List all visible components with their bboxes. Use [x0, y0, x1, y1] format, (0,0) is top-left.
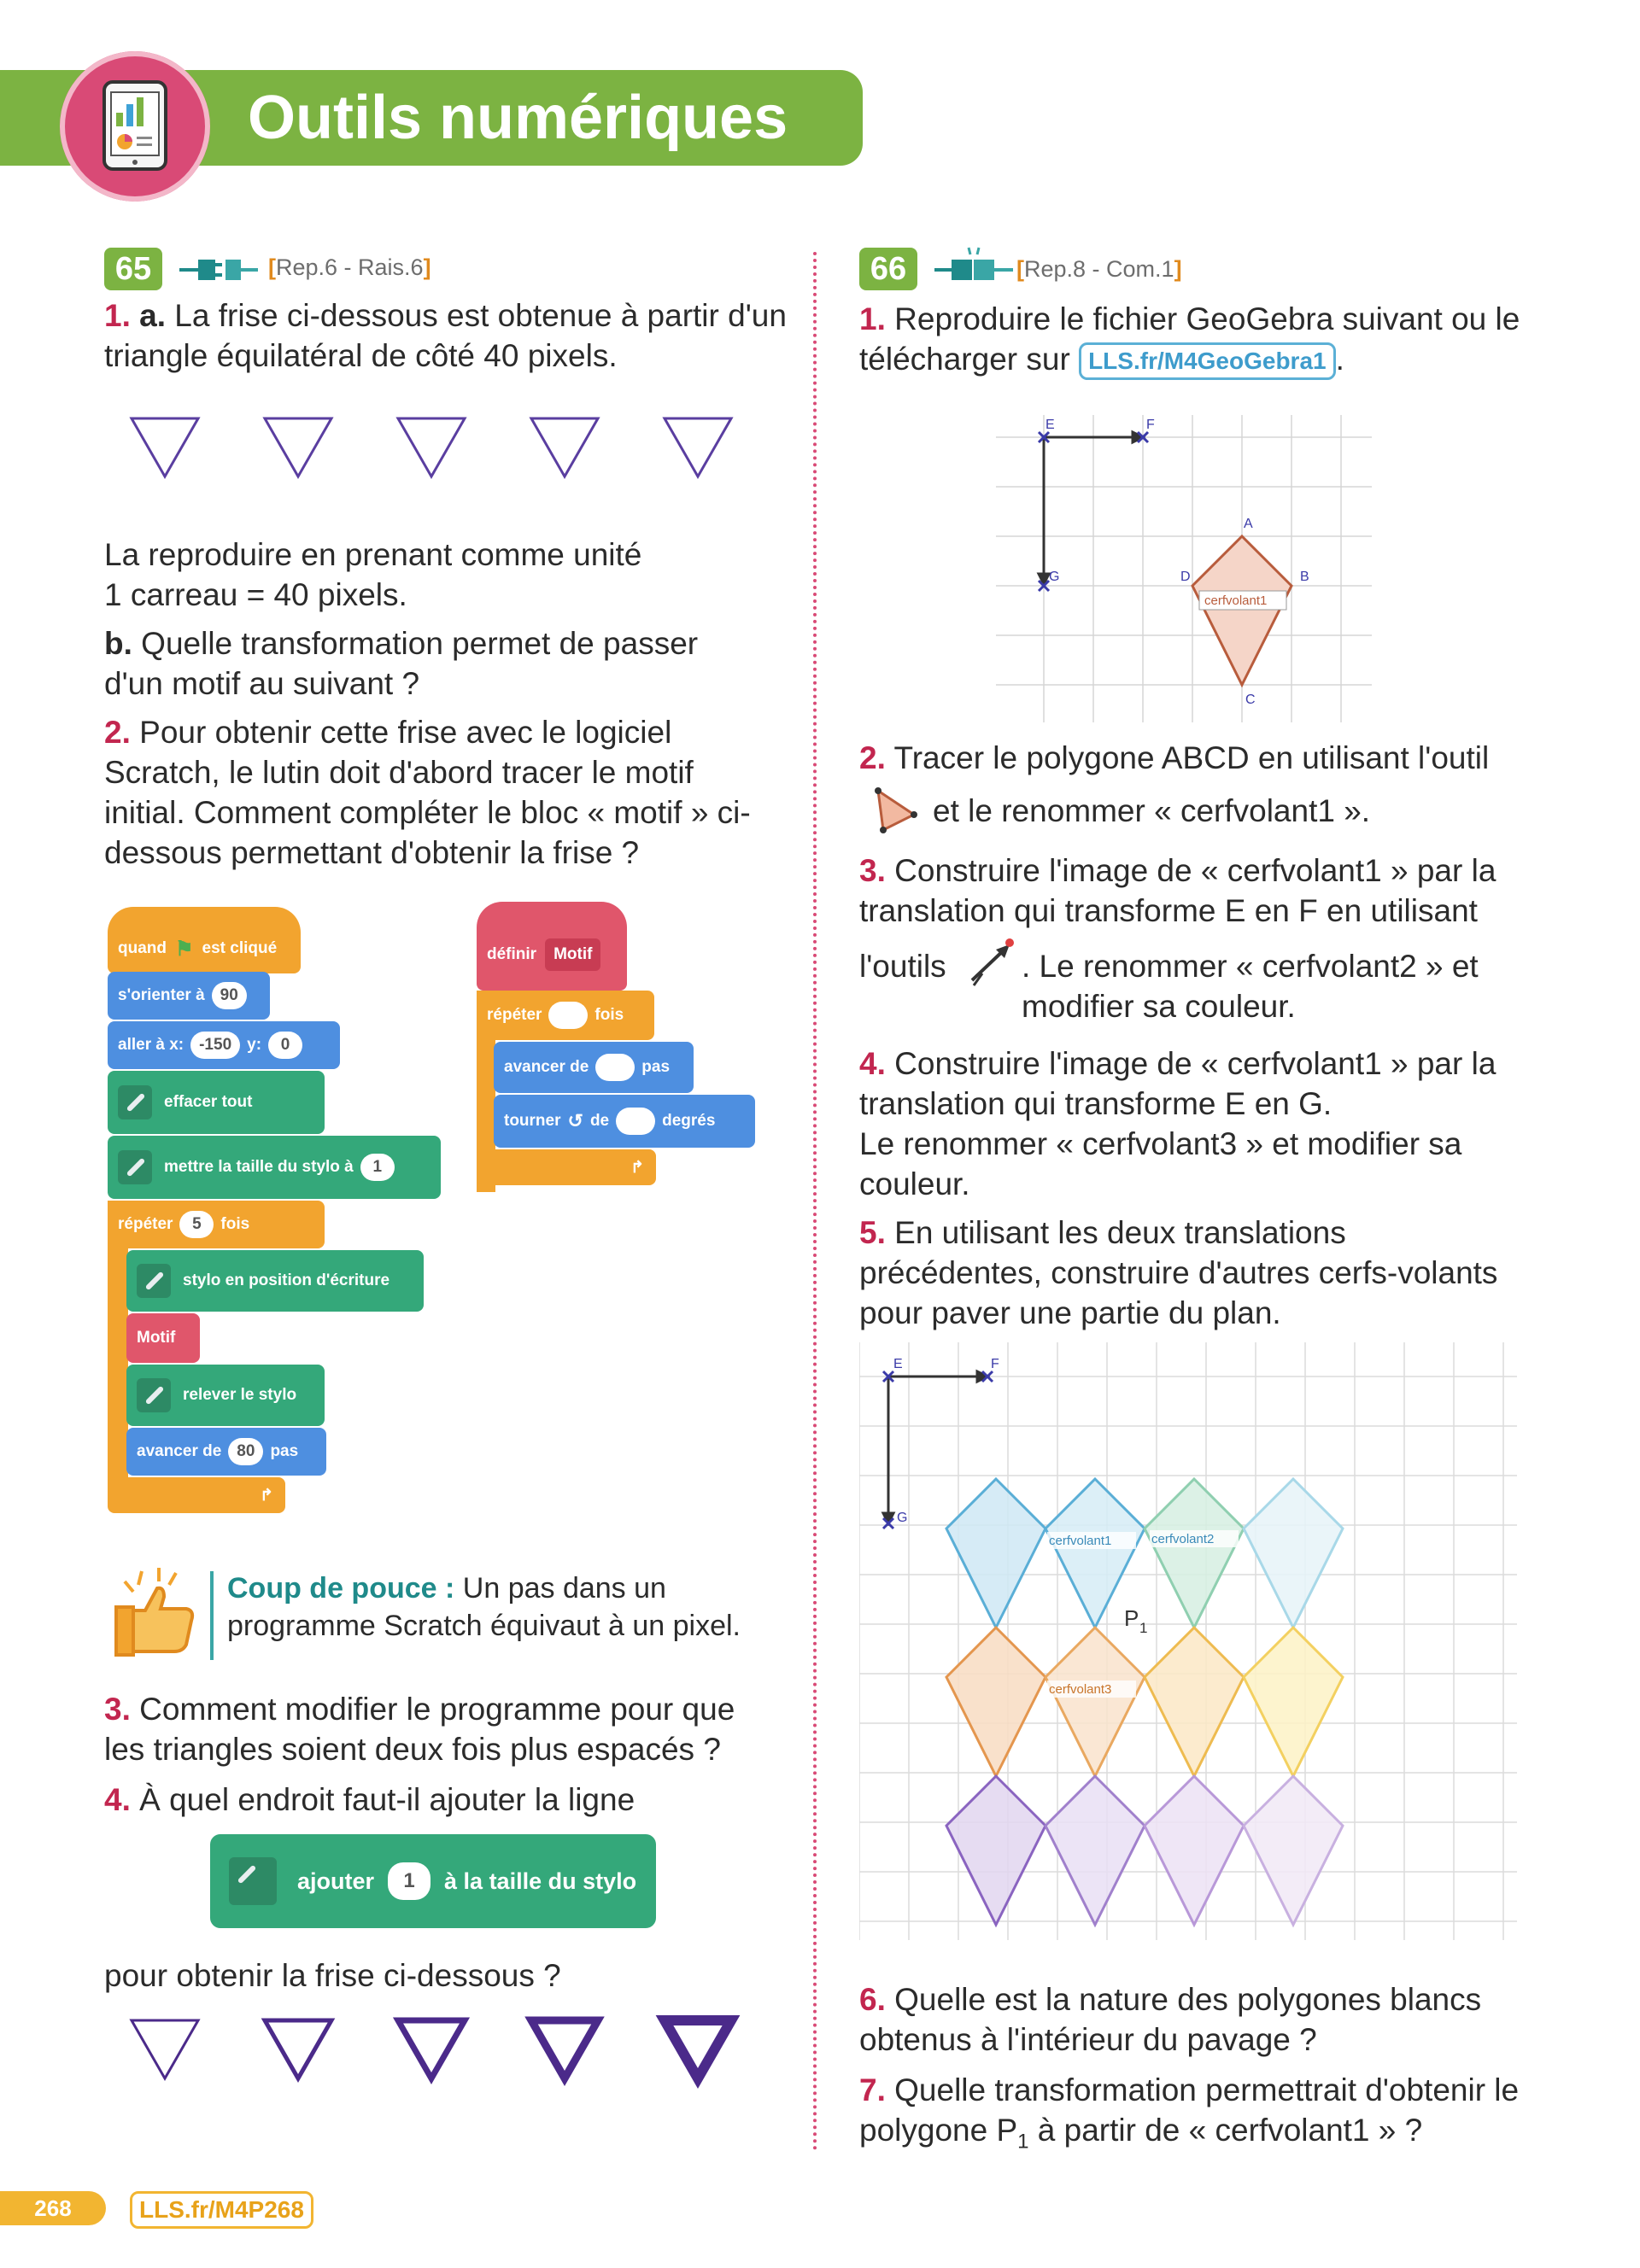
when-flag-block: quand ⚑ est cliqué [108, 907, 301, 973]
ex66-q7: 7. Quelle transformation permettrait d'obtenir le polygone $P_1$ à partir de « cerfvolant1 » ? [859, 2072, 1520, 2154]
plug-icon [176, 253, 261, 287]
def-repeat-end [477, 1149, 656, 1185]
frieze-2 [120, 2010, 769, 2096]
svg-text:cerfvolant2: cerfvolant2 [1151, 1532, 1215, 1546]
footer-link[interactable]: LLS.fr/M4P268 [130, 2191, 313, 2229]
exercise-66-ref: [Rep.8 - Com.1] [1016, 256, 1182, 282]
tiling-kite [1145, 1479, 1244, 1628]
ex65-q1b: b. Quelle transformation permet de passer d'un motif au suivant ? [104, 626, 699, 701]
svg-text:cerfvolant1: cerfvolant1 [1049, 1534, 1112, 1548]
tiling-kite [946, 1628, 1046, 1776]
ex66-q3: 3. Construire l'image de « cerfvolant1 » par la translation qui transforme E en F en utilisant [859, 853, 1496, 928]
pen-icon [229, 1857, 277, 1905]
kite-abcd [1192, 536, 1292, 685]
orient-block: s'orienter à 90 [108, 972, 270, 1020]
ex66-q5: 5. En utilisant les deux translations précédentes, construire d'autres cerfs-volants pour paver une partie du plan. [859, 1215, 1498, 1330]
tiling-kite [946, 1479, 1046, 1628]
hint-box: Coup de pouce : Un pas dans un programme Scratch équivaut à un pixel. [227, 1572, 741, 1642]
def-repeat-block: répéter fois [477, 991, 654, 1040]
column-divider [813, 252, 817, 2152]
footer-link-wrap [130, 2191, 313, 2229]
svg-text:cerfvolant3: cerfvolant3 [1049, 1682, 1112, 1697]
add-pen-size-block: ajouter 1 à la taille du stylo [210, 1834, 656, 1928]
exercise-65-ref: [Rep.6 - Rais.6] [268, 254, 431, 280]
ex66-q6: 6. Quelle est la nature des polygones blancs obtenus à l'intérieur du pavage ? [859, 1982, 1482, 2057]
svg-text:C: C [1245, 693, 1256, 707]
pen-up-block: relever le stylo [126, 1365, 325, 1426]
pen-icon [118, 1085, 152, 1119]
repeat-block: répéter 5 fois [108, 1201, 325, 1248]
tiling-kite [1046, 1628, 1145, 1776]
ex66-q3-3: . Le renommer « cerfvolant2 » et modifier sa couleur. [1022, 949, 1479, 1024]
page-number: 268 [0, 2191, 106, 2225]
frieze2-triangle [398, 2020, 465, 2078]
svg-text:G: G [897, 1511, 908, 1525]
page-title: Outils numériques [248, 84, 788, 152]
ex65-q2: 2. Pour obtenir cette frise avec le logiciel Scratch, le lutin doit d'abord tracer le motif initial. Comment compléter le bloc « motif » ci-dessous permettant d'obtenir la frise ? [104, 715, 751, 870]
frieze2-triangle [531, 2020, 598, 2078]
goto-block: aller à x: -150 y: 0 [108, 1021, 340, 1069]
frieze2-triangle [132, 2020, 198, 2078]
ex65-q1a: 1. a. La frise ci-dessous est obtenue à partir d'un triangle équilatéral de côté 40 pixels. [104, 298, 787, 373]
hint-divider [210, 1571, 214, 1660]
svg-text:F: F [991, 1357, 999, 1371]
tiling-kite [1244, 1479, 1343, 1628]
svg-text:E: E [893, 1357, 903, 1371]
frieze1-triangle [265, 418, 331, 476]
ex66-q2: 2. Tracer le polygone ABCD en utilisant l'outil [859, 740, 1490, 775]
erase-block: effacer tout [108, 1071, 325, 1134]
tiling-kite [946, 1776, 1046, 1925]
frieze2-triangle [665, 2020, 731, 2078]
tablet-icon [101, 79, 169, 172]
ex65-q3: 3. Comment modifier le programme pour que les triangles soient deux fois plus espacés ? [104, 1692, 735, 1767]
thumbs-up-icon [108, 1563, 202, 1657]
ex65-q4-2: pour obtenir la frise ci-dessous ? [104, 1958, 561, 1993]
motif-call-block: Motif [126, 1313, 200, 1363]
pen-down-block: stylo en position d'écriture [126, 1250, 424, 1312]
frieze1-triangle [665, 418, 731, 476]
geogebra-tiling-figure [859, 1342, 1517, 1940]
polygon-tool-icon[interactable] [870, 786, 919, 835]
pen-size-block: mettre la taille du stylo à 1 [108, 1136, 441, 1199]
svg-text:B: B [1300, 570, 1309, 584]
tiling-kite [1244, 1628, 1343, 1776]
exercise-number-66: 66 [859, 248, 917, 290]
move-block: avancer de 80 pas [126, 1428, 326, 1476]
svg-text:cerfvolant1: cerfvolant1 [1204, 593, 1268, 608]
svg-text:1: 1 [1139, 1620, 1148, 1636]
repeat-end-block [108, 1477, 285, 1513]
tiling-kite [1145, 1776, 1244, 1925]
frieze1-triangle [531, 418, 598, 476]
frieze-1 [120, 410, 769, 487]
connected-plug-icon [931, 246, 1016, 287]
pen-icon [137, 1264, 171, 1298]
geogebra-link[interactable]: LLS.fr/M4GeoGebra1 [1079, 342, 1336, 380]
svg-text:P: P [1124, 1605, 1139, 1631]
pen-icon [118, 1150, 152, 1184]
svg-text:G: G [1049, 570, 1060, 584]
frieze2-triangle [265, 2020, 331, 2078]
green-flag-icon: ⚑ [175, 937, 194, 961]
rotate-left-icon: ↺ [567, 1110, 583, 1131]
define-block: définir Motif [477, 902, 627, 991]
ex65-q4: 4. À quel endroit faut-il ajouter la ligne [104, 1782, 636, 1817]
ex66-q2-2: et le renommer « cerfvolant1 ». [933, 793, 1371, 828]
exercise-number-65: 65 [104, 248, 162, 290]
svg-text:F: F [1146, 418, 1155, 432]
loop-arrow-icon: ↱ [260, 1486, 273, 1505]
loop-arrow-icon: ↱ [630, 1158, 644, 1177]
ex66-q1: 1. Reproduire le fichier GeoGebra suivant ou le télécharger sur LLS.fr/M4GeoGebra1 . [859, 299, 1534, 380]
frieze1-triangle [398, 418, 465, 476]
ex66-q3-2: l'outils [859, 949, 946, 984]
tiling-kite [1046, 1776, 1145, 1925]
frieze1-triangle [132, 418, 198, 476]
tiling-kite [1145, 1628, 1244, 1776]
def-turn-block: tourner ↺ de degrés [494, 1095, 755, 1148]
svg-text:E: E [1046, 418, 1055, 432]
ex65-q1a-2: La reproduire en prenant comme unité 1 carreau = 40 pixels. [104, 537, 642, 612]
geogebra-figure-1 [996, 415, 1372, 722]
ex66-q4: 4. Construire l'image de « cerfvolant1 » par la translation qui transforme E en G. Le renommer « cerfvolant3 » et modifier sa couleur. [859, 1046, 1496, 1201]
vector-translation-tool-icon[interactable] [965, 936, 1020, 991]
svg-text:A: A [1244, 517, 1253, 531]
def-move-block: avancer de pas [494, 1042, 694, 1093]
pen-icon [137, 1378, 171, 1412]
svg-text:D: D [1180, 570, 1191, 584]
tiling-kite [1244, 1776, 1343, 1925]
